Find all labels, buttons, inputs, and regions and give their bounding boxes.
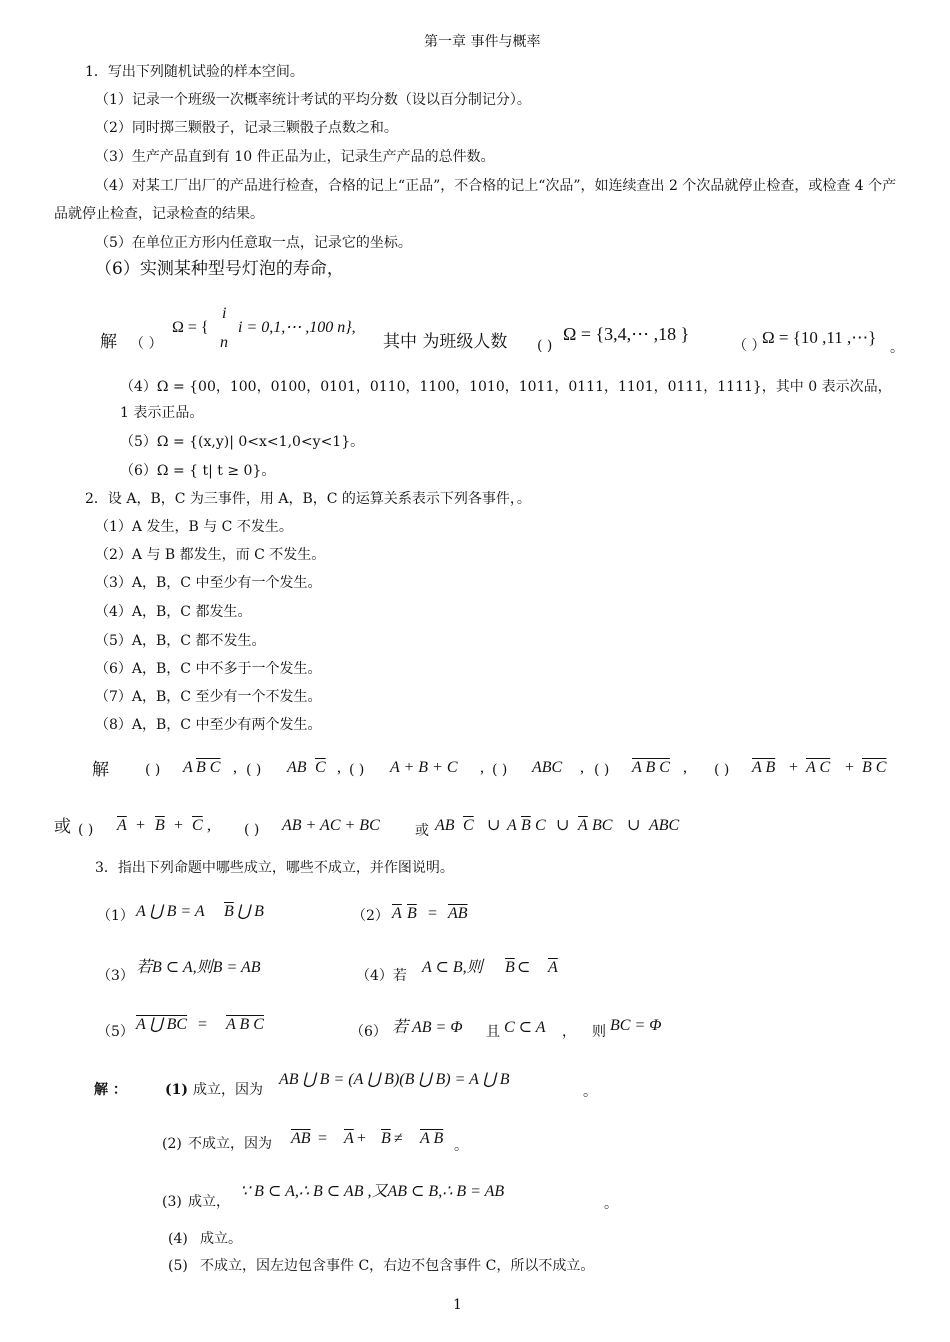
q3-s2-ne: ≠ (394, 1130, 403, 1147)
q2-p1: ( ) (145, 762, 161, 778)
q2-item-8: （8）A，B，C 中至少有两个发生。 (95, 717, 322, 733)
q3-s1-label: (1) (165, 1082, 188, 1098)
q3-p6-label: （6） (350, 1024, 387, 1040)
q2-heading: 2．设 A，B，C 为三事件，用 A，B，C 的运算关系表示下列各事件，。 (85, 491, 531, 507)
q1-item-4: （4）对某工厂出厂的产品进行检查，合格的记上“正品”，不合格的记上“次品”，如连续查出 2 个次品就停止检查，或检查 4 个产品就停止检查，记录检查的结果。 (54, 178, 897, 222)
q1-ans2-prefix: ( ) (537, 338, 553, 354)
q2-a8x1: AB (435, 817, 455, 834)
q1-item-1: （1）记录一个班级一次概率统计考试的平均分数（设以百分制记分）。 (95, 92, 531, 108)
q1-ans1-rest: i = 0,1,⋯ ,100 n}, (238, 319, 356, 336)
q2-sep5: , (683, 759, 687, 776)
q3-s3-text: 成立， (188, 1194, 230, 1210)
q2-a8-or: 或 (415, 823, 429, 839)
page-title: 第一章 事件与概率 (424, 34, 541, 50)
q3-s5-text: 不成立，因左边包含事件 C，右边不包含事件 C，所以不成立。 (200, 1258, 595, 1274)
q1-heading: 1．写出下列随机试验的样本空间。 (85, 64, 304, 80)
q3-s2-d: A B (420, 1130, 444, 1147)
q2-plus3: + (136, 817, 146, 834)
q3-p1: A ⋃ B = A (136, 903, 205, 920)
q2-plus2: + (845, 759, 855, 776)
q1-item-6: （6）实测某种型号灯泡的寿命， (95, 259, 344, 279)
q1-ans1-den: n (220, 334, 228, 351)
q2-a7a: $\overline{A}$ (117, 817, 127, 834)
q3-s1-end: 。 (583, 1084, 597, 1100)
q3-p6-c: BC = Φ (610, 1017, 662, 1034)
q3-p5-b: A B C (226, 1016, 264, 1033)
q1-ans3: Ω = {10 ,11 ,⋯} (762, 328, 877, 347)
q3-heading: 3．指出下列命题中哪些成立，哪些不成立，并作图说明。 (95, 860, 454, 876)
q3-s2-end: 。 (454, 1138, 468, 1154)
q3-p2-label: （2） (352, 908, 389, 924)
q2-sep4: , (580, 759, 584, 776)
q3-s2-text: 不成立，因为 (188, 1136, 272, 1152)
q3-p5-eq: = (198, 1016, 208, 1033)
q2-a8x4: ABC (649, 817, 680, 834)
q3-s1-text: 成立，因为 (193, 1082, 263, 1098)
q2-a7b: $\overline{B}$ (155, 817, 165, 834)
q2-or: 或 (54, 817, 71, 837)
q3-p4-a: A ⊂ B,则 (422, 959, 483, 976)
q3-p6-comma: ， (562, 1024, 576, 1040)
q1-ans3-end: 。 (890, 340, 904, 356)
q2-a8x2a: A (507, 817, 517, 834)
q1-item-3: （3）生产产品直到有 10 件正品为止，记录生产产品的总件数。 (95, 149, 495, 165)
q2-item-7: （7）A，B，C 至少有一个不发生。 (95, 689, 322, 705)
q3-s2-a: $\overline{AB}$ (291, 1130, 311, 1147)
q2-p2: ( ) (246, 762, 262, 778)
q2-sep2: , (337, 759, 341, 776)
q3-p4-label: （4）若 (356, 968, 407, 984)
q3-p6-a: 若 AB = Φ (392, 1019, 463, 1036)
q1-ans4-cont: 1 表示正品。 (120, 405, 204, 421)
q2-p5: ( ) (594, 762, 610, 778)
q3-p1-b: $\overline{B}$ (224, 903, 234, 920)
q3-p6-and: 且 (486, 1024, 500, 1040)
q2-cup1: ∪ (487, 817, 501, 834)
q3-s1-math: AB ⋃ B = (A ⋃ B)(B ⋃ B) = A ⋃ B (279, 1071, 510, 1088)
q2-sep7: , (207, 817, 211, 834)
q2-a6b: A C (806, 759, 831, 776)
q2-cup2: ∪ (556, 817, 570, 834)
q3-p4-c: $\overline{A}$ (548, 959, 558, 976)
q3-p1-c: ⋃ B (237, 903, 264, 920)
q2-p7: ( ) (78, 822, 94, 838)
q3-p6-b: C ⊂ A (504, 1019, 546, 1036)
q1-ans1-note: 其中 为班级人数 (383, 332, 508, 352)
q3-p2-c: $\overline{AB}$ (448, 905, 468, 922)
q1-ans2: Ω = {3,4,⋯ ,18 } (563, 324, 690, 344)
q2-a2: AB (287, 759, 307, 776)
q3-p5-a: A ⋃ BC (136, 1016, 188, 1033)
q2-item-1: （1）A 发生，B 与 C 不发生。 (95, 519, 293, 535)
q3-s4-text: 成立。 (200, 1231, 242, 1247)
q1-ans1-num: i (222, 305, 227, 322)
q3-s2-b: $\overline{A}$ (344, 1130, 354, 1147)
q3-s4-label: (4) (168, 1231, 188, 1247)
q1-ans6: （6）Ω = { t| t ≥ 0}。 (120, 463, 276, 479)
q2-answer-label: 解 (92, 760, 109, 780)
q2-a6c: B C (862, 759, 887, 776)
q2-a8x1-c: $\overline{C}$ (463, 817, 474, 834)
q3-p6-then: 则 (592, 1024, 606, 1040)
q2-sep1: , (233, 759, 237, 776)
q3-p4-b: $\overline{B}$ (505, 959, 515, 976)
q3-s3-math: ∵ B ⊂ A,∴ B ⊂ AB ,又AB ⊂ B,∴ B = AB (240, 1183, 505, 1200)
q2-a8x3a: $\overline{A}$ (578, 817, 588, 834)
q2-p3: ( ) (349, 762, 365, 778)
q2-p8: ( ) (244, 822, 260, 838)
q2-a3: A + B + C (390, 759, 458, 776)
q3-s2-plus: + (357, 1130, 367, 1147)
q2-plus4: + (174, 817, 184, 834)
q3-p4-sub: ⊂ (517, 959, 531, 976)
q2-a1: A (183, 759, 193, 776)
q3-s5-label: (5) (168, 1258, 188, 1274)
q3-p3: 若B ⊂ A,则B = AB (136, 959, 261, 976)
q2-a5: A B C (632, 759, 670, 776)
q2-p4: ( ) (492, 762, 508, 778)
q1-answer-label: 解 (100, 332, 117, 352)
q1-ans3-prefix: （ ） (733, 338, 766, 354)
q1-ans5: （5）Ω = {(x,y)| 0<x<1,0<y<1}。 (120, 434, 365, 450)
q1-ans4: （4）Ω = {00，100，0100，0101，0110，1100，1010，1011，0111，1101，0111，1111}，其中 0 表示次品， (120, 379, 892, 395)
q3-s3-label: (3) (162, 1194, 182, 1210)
q2-item-3: （3）A，B，C 中至少有一个发生。 (95, 575, 322, 591)
q2-a2-c: $\overline{C}$ (315, 759, 326, 776)
q3-p2-eq: = (428, 905, 438, 922)
q2-a7c: $\overline{C}$ (192, 817, 203, 834)
q3-p5-label: （5） (97, 1024, 134, 1040)
q2-a8x3b: BC (592, 817, 613, 834)
q2-p6: ( ) (714, 762, 730, 778)
q3-s3-end: 。 (604, 1196, 618, 1212)
q2-a8x2c: C (535, 817, 546, 834)
q3-p3-label: （3） (97, 968, 134, 984)
q1-ans1-omega: Ω = { (172, 319, 209, 336)
q2-plus1: + (789, 759, 799, 776)
q1-ans1-prefix: （ ） (130, 336, 163, 352)
q2-item-6: （6）A，B，C 中不多于一个发生。 (95, 661, 322, 677)
q2-item-2: （2）A 与 B 都发生，而 C 不发生。 (95, 547, 326, 563)
q2-sep3: , (480, 759, 484, 776)
q2-a6a: A B (752, 759, 776, 776)
page-number: 1 (453, 1297, 462, 1313)
q3-s2-label: (2) (162, 1136, 182, 1152)
q3-s2-eq: = (318, 1130, 328, 1147)
q2-item-4: （4）A，B，C 都发生。 (95, 604, 252, 620)
q3-p2-a: $\overline{A}$ (392, 905, 402, 922)
q1-item-5: （5）在单位正方形内任意取一点，记录它的坐标。 (95, 235, 412, 251)
q1-item-2: （2）同时掷三颗骰子，记录三颗骰子点数之和。 (95, 120, 398, 136)
q2-a1-bc: B C (196, 759, 221, 776)
q2-a8x2b: $\overline{B}$ (521, 817, 531, 834)
q2-a8: AB + AC + BC (282, 817, 380, 834)
q2-item-5: （5）A，B，C 都不发生。 (95, 633, 266, 649)
q3-p1-label: （1） (97, 908, 134, 924)
q3-s2-c: $\overline{B}$ (381, 1130, 391, 1147)
q2-cup3: ∪ (627, 817, 641, 834)
q3-answer-label: 解 ： (94, 1082, 127, 1098)
q2-a4: ABC (532, 759, 563, 776)
q3-p2-b: $\overline{B}$ (407, 905, 417, 922)
